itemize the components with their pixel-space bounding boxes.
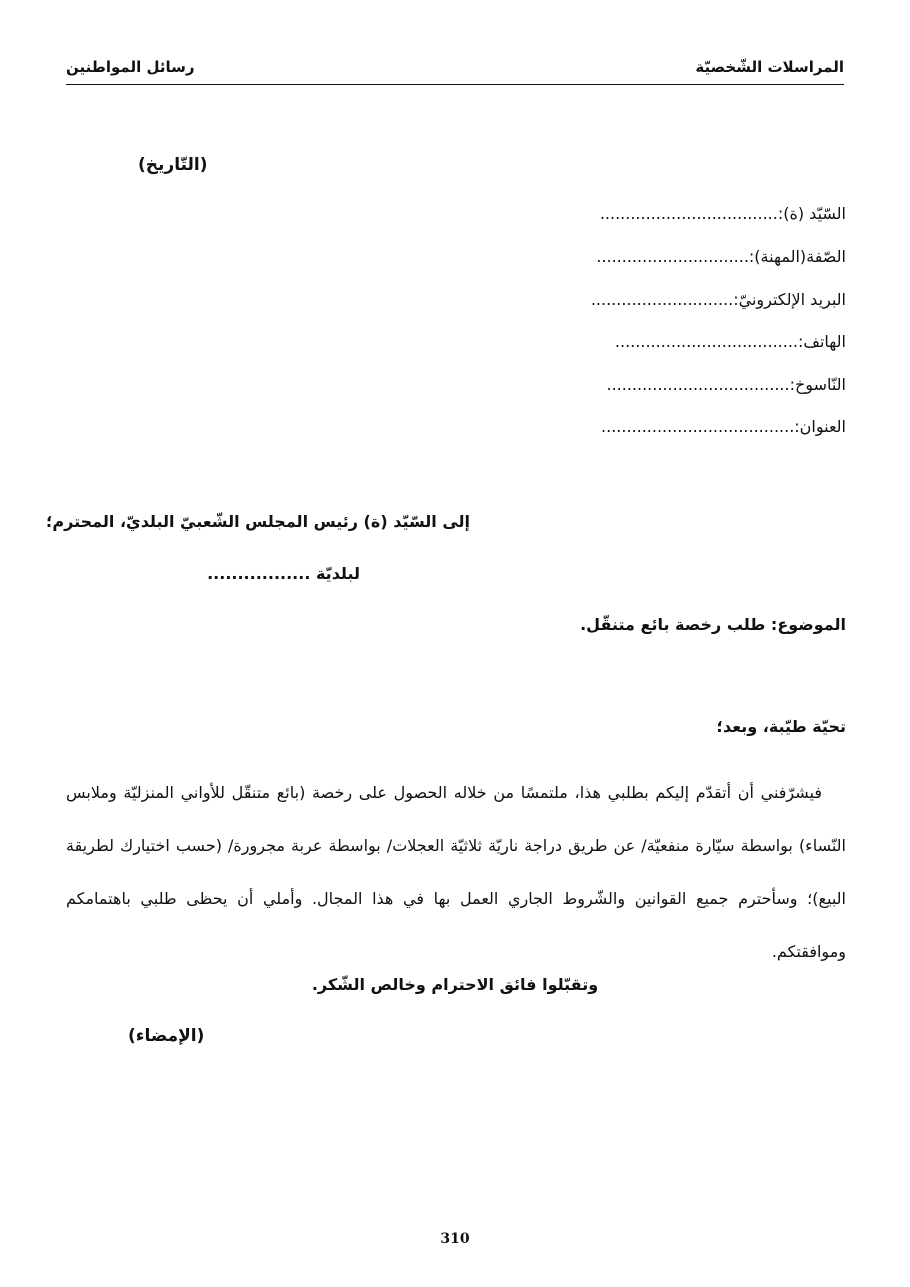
municipality-line: لبلديّة ................. [207,564,360,583]
field-label: العنوان: [794,417,846,436]
closing-line: وتقبّلوا فائق الاحترام وخالص الشّكر. [311,975,599,994]
field-name [600,204,846,223]
field-address [601,417,846,436]
signature-placeholder: (الإمضاء) [128,1026,205,1046]
field-blank: ...................................... [601,417,795,436]
field-profession [596,247,846,266]
field-phone [615,332,846,351]
field-label: البريد الإلكترونيّ: [733,290,846,309]
date-placeholder: (التّاريخ) [138,155,208,175]
recipient-line: إلى السّيّد (ة) رئيس المجلس الشّعبيّ البلديّ، المحترم؛ [46,512,470,531]
field-label: السّيّد (ة): [777,204,846,223]
header-section-title: رسائل المواطنين [66,58,195,76]
field-label: النّاسوخ: [789,375,846,394]
field-fax [606,375,846,394]
field-blank: .................................... [606,375,790,394]
field-blank: ............................ [590,290,734,309]
header-divider [66,84,844,85]
field-blank: .............................. [596,247,749,266]
page-number: 310 [440,1231,470,1247]
field-blank: ................................... [599,204,778,223]
field-label: الصّفة(المهنة): [748,247,846,266]
field-email [591,290,846,309]
greeting-line: تحيّة طيّبة، وبعد؛ [716,717,846,736]
header-chapter-title: المراسلات الشّخصيّة [695,58,844,76]
field-label: الهاتف: [798,332,846,351]
field-blank: .................................... [614,332,799,351]
subject-line: الموضوع: طلب رخصة بائع متنقّل. [580,615,846,634]
letter-body: فيشرّفني أن أتقدّم إليكم بطلبي هذا، ملتمسًا من خلاله الحصول على رخصة (بائع متنقّل للأواني المنزليّة وملابس النّساء) بواسطة سيّارة منفعيّة/ عن طريق دراجة ناريّة ثلاثيّة العجلات/ بواسطة عربة مجرورة/ (حسب اختيارك لطريقة البيع)؛ وسأحترم جميع القوانين والشّروط الجاري العمل بها في هذا المجال. وأملي أن يحظى طلبي باهتمامكم وموافقتكم. [66,783,846,961]
